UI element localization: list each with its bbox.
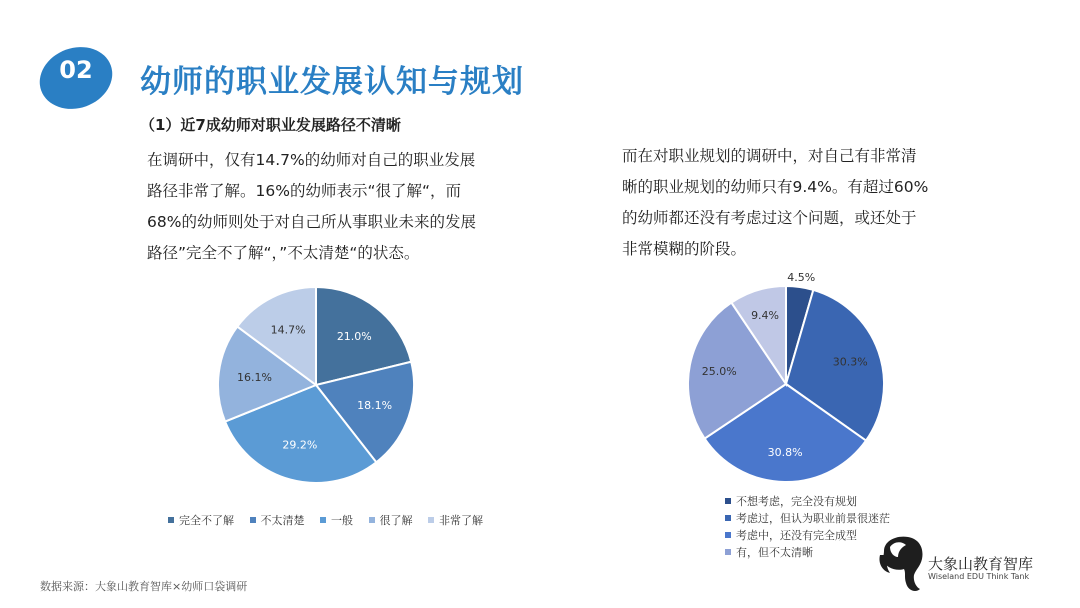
slice-data-label: 30.3% xyxy=(832,355,868,369)
legend-swatch xyxy=(168,517,174,523)
left-line: 在调研中，仅有14.7%的幼师对自己的职业发展 xyxy=(147,151,476,169)
left-line: 路径”完全不了解“，”不太清楚“的状态。 xyxy=(147,244,420,262)
right-chart-legend xyxy=(725,493,890,561)
legend-label: 不太清楚 xyxy=(260,514,305,527)
brand-name: 大象山教育智库 xyxy=(928,555,1034,573)
legend-swatch xyxy=(428,517,434,523)
legend-label: 很了解 xyxy=(379,514,413,527)
right-line: 而在对职业规划的调研中，对自己有非常清 xyxy=(622,147,917,165)
slice-data-label: 30.8% xyxy=(767,445,803,459)
legend-swatch xyxy=(250,517,256,523)
legend-swatch xyxy=(369,517,375,523)
page-subtitle: （1）近7成幼师对职业发展路径不清晰 xyxy=(140,116,401,134)
section-number: 02 xyxy=(59,56,93,84)
legend-item xyxy=(428,512,483,528)
slice-data-label: 29.2% xyxy=(282,438,318,452)
legend-swatch xyxy=(725,498,731,504)
legend-label: 不想考虑，完全没有规划 xyxy=(736,495,857,508)
legend-label: 考虑过，但认为职业前景很迷茫 xyxy=(736,512,890,525)
legend-label: 考虑中，还没有完全成型 xyxy=(736,529,857,542)
right-line: 非常模糊的阶段。 xyxy=(622,240,747,258)
slice-data-label: 16.1% xyxy=(237,370,272,384)
slice-data-label: 21.0% xyxy=(336,330,372,344)
slice-data-label: 18.1% xyxy=(357,399,393,413)
brand-name-en: Wiseland EDU Think Tank xyxy=(928,572,1030,581)
legend-item xyxy=(250,512,305,528)
right-line: 晰的职业规划的幼师只有9.4%。有超过60% xyxy=(622,178,929,196)
page-title: 幼师的职业发展认知与规划 xyxy=(140,64,524,100)
slice-data-label: 25.0% xyxy=(701,364,737,378)
data-source-note: 数据来源：大象山教育智库×幼师口袋调研 xyxy=(40,580,248,593)
legend-item xyxy=(725,510,890,527)
legend-label: 一般 xyxy=(331,514,353,527)
elephant-logo-icon xyxy=(876,533,926,595)
legend-swatch xyxy=(725,515,731,521)
legend-label: 完全不了解 xyxy=(179,514,234,527)
left-line: 68%的幼师则处于对自己所从事职业未来的发展 xyxy=(147,213,476,231)
legend-item xyxy=(369,512,413,528)
legend-swatch xyxy=(725,532,731,538)
slice-data-label: 9.4% xyxy=(751,309,780,323)
legend-item xyxy=(725,527,890,544)
left-chart-legend xyxy=(168,512,495,528)
legend-label: 有，但不太清晰 xyxy=(736,546,813,559)
legend-swatch xyxy=(725,549,731,555)
legend-item xyxy=(320,512,353,528)
slice-data-label: 14.7% xyxy=(270,323,306,337)
legend-item xyxy=(725,493,890,510)
slice-data-label: 4.5% xyxy=(787,271,816,285)
legend-label: 非常了解 xyxy=(439,514,483,527)
legend-item xyxy=(725,544,890,561)
left-line: 路径非常了解。16%的幼师表示“很了解“，而 xyxy=(147,182,462,200)
legend-item xyxy=(168,512,234,528)
right-line: 的幼师都还没有考虑过这个问题，或还处于 xyxy=(622,209,917,227)
legend-swatch xyxy=(320,517,326,523)
